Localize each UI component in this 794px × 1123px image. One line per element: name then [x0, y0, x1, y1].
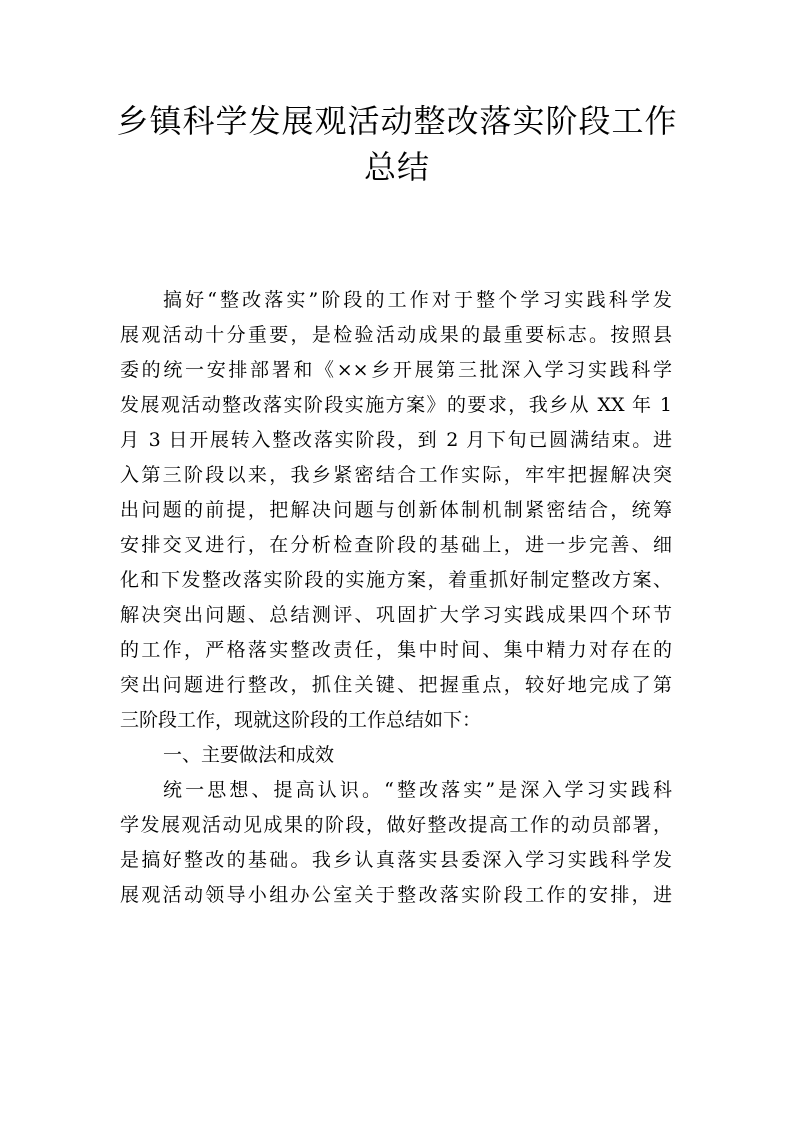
- document-title: [110, 98, 684, 190]
- paragraph-1-line-8: 安排交叉进行，在分析检查阶段的基础上，进一步完善、细: [120, 534, 672, 556]
- paragraph-1-line-1: 搞好“整改落实”阶段的工作对于整个学习实践科学发: [163, 289, 672, 311]
- paragraph-1-line-6: 入第三阶段以来，我乡紧密结合工作实际，牢牢把握解决突: [120, 464, 672, 486]
- paragraph-1-line-5: 月 3 日开展转入整改落实阶段，到 2 月下旬已圆满结束。进: [120, 429, 672, 451]
- paragraph-1-line-2: 展观活动十分重要，是检验活动成果的最重要标志。按照县: [120, 324, 672, 346]
- paragraph-1-line-7: 出问题的前提，把解决问题与创新体制机制紧密结合，统筹: [120, 499, 672, 521]
- paragraph-1-line-9: 化和下发整改落实阶段的实施方案，着重抓好制定整改方案、: [120, 569, 672, 591]
- paragraph-2-line-1: 统一思想、提高认识。“整改落实”是深入学习实践科: [163, 779, 672, 801]
- title-line-1: 乡镇科学发展观活动整改落实阶段工作: [116, 102, 678, 140]
- section-heading: 一、主要做法和成效: [163, 744, 335, 766]
- title-line-2: 总结: [363, 148, 430, 186]
- paragraph-1-line-10: 解决突出问题、总结测评、巩固扩大学习实践成果四个环节: [120, 604, 672, 626]
- paragraph-1-line-3: 委的统一安排部署和《××乡开展第三批深入学习实践科学: [120, 359, 672, 381]
- paragraph-2-line-4: 展观活动领导小组办公室关于整改落实阶段工作的安排，进: [120, 884, 672, 906]
- paragraph-1-line-4: 发展观活动整改落实阶段实施方案》的要求，我乡从 XX 年 1: [120, 394, 672, 416]
- paragraph-1-line-13: 三阶段工作，现就这阶段的工作总结如下：: [120, 709, 482, 731]
- paragraph-1-line-11: 的工作，严格落实整改责任，集中时间、集中精力对存在的: [120, 639, 672, 661]
- paragraph-2-line-3: 是搞好整改的基础。我乡认真落实县委深入学习实践科学发: [120, 849, 672, 871]
- paragraph-1-line-12: 突出问题进行整改，抓住关键、把握重点，较好地完成了第: [120, 674, 672, 696]
- paragraph-2-line-2: 学发展观活动见成果的阶段，做好整改提高工作的动员部署，: [120, 814, 672, 836]
- document-body: [120, 283, 672, 913]
